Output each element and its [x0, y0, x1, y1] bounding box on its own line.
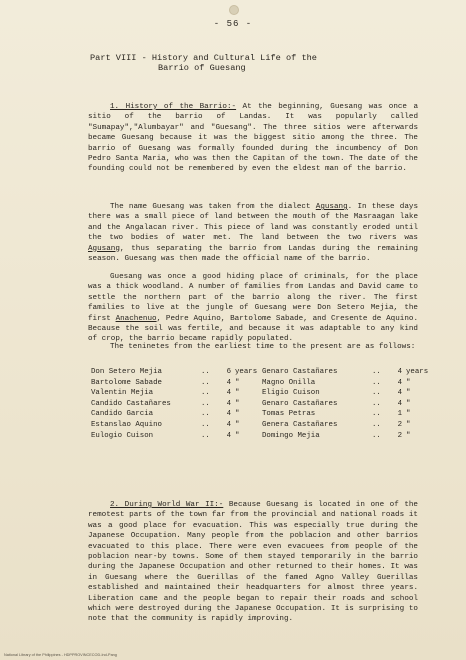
heading-line-2: Barrio of Guesang [158, 63, 246, 73]
section-2-title: 2. During World War II:- [110, 501, 224, 509]
teniente-unit: years [235, 368, 258, 376]
teniente-name: Genaro Castañares [262, 368, 338, 376]
teniente-unit: " [235, 399, 240, 408]
teniente-name: Bartolome Sabade [91, 378, 162, 387]
war-paragraph-text: Because Guesang is located in one of the remotest parts of the town far from the provincial and national roads it was a good place for evacuation. This was especially true during the Japanese Occupation. Many people from the poblacion and other barrios evacuated to this place. There were even evacuees from people of the poblacion near-by towns. Some of them stayed temporarily in the barrio during the Japanese Occupation and other returned to their homes. It was in Guesang where the Guerillas of the famed Agno Valley Guerillas established and maintained their headquarters for almost three years. Liberation came and the people began to repair their roads and school which were destroyed during the Japanese Occupation. It is surprising to note that the community is rapidly improving. [88, 501, 418, 624]
paragraph-2-part-b: . In these days there was a small piece of land between the mouth of the Masraagan lake and the Angalacan river. This piece of land was constantly eroded until the two bodies of water met. The land between the two rivers was [88, 203, 418, 243]
tenientes-column-left [91, 367, 261, 441]
teniente-unit: " [406, 420, 411, 429]
teniente-years: 4 [397, 399, 402, 408]
teniente-years: 4 [226, 410, 231, 419]
teniente-dots: .. [201, 399, 210, 408]
teniente-name: Magno Onilla [262, 378, 316, 387]
paragraph-2-part-a: The name Guesang was taken from the dialect [110, 203, 316, 211]
teniente-dots: .. [201, 420, 210, 429]
teniente-row [262, 409, 432, 420]
tenientes-intro: The teninetes from the earliest time to the present are as follows: [110, 343, 416, 351]
teniente-name: Genaro Castañares [262, 399, 338, 408]
teniente-years: 2 [397, 420, 402, 429]
teniente-years: 4 [226, 378, 231, 387]
teniente-unit: " [406, 378, 411, 387]
teniente-years: 4 [397, 378, 402, 387]
history-paragraph-3 [88, 272, 418, 345]
teniente-dots: .. [201, 431, 210, 440]
teniente-dots: .. [372, 378, 381, 387]
teniente-unit: " [406, 410, 411, 419]
teniente-dots: .. [201, 389, 210, 398]
teniente-name: Candido Garcia [91, 410, 154, 419]
teniente-name: Candido Castañares [91, 399, 171, 408]
teniente-years: 4 [226, 420, 231, 429]
archive-footer: National Library of the Philippines - HDPPROVINCECOD-Ind-Pang [4, 653, 117, 657]
teniente-years: 4 [226, 431, 231, 440]
teniente-dots: .. [372, 389, 381, 398]
teniente-unit: " [235, 389, 240, 398]
teniente-dots: .. [372, 410, 381, 419]
teniente-row [262, 367, 432, 378]
teniente-unit: " [406, 431, 411, 440]
teniente-unit: " [406, 399, 411, 408]
paragraph-2-part-c: , thus separating the barrio from Landas during the remaining season. Guesang was then made the official name of the barrio. [88, 244, 418, 264]
teniente-row [91, 399, 261, 410]
teniente-row [262, 378, 432, 389]
teniente-name: Valentin Mejia [91, 389, 154, 398]
teniente-years: 4 [397, 368, 402, 376]
term-agusang: Agusang [315, 203, 348, 211]
teniente-dots: .. [372, 420, 381, 429]
teniente-unit: years [406, 368, 429, 376]
teniente-years: 1 [397, 410, 402, 419]
section-1-title: 1. History of the Barrio:- [110, 103, 237, 111]
term-anachenuo: Anachenuo [115, 314, 157, 323]
history-paragraph-2 [88, 202, 418, 264]
war-paragraph [88, 500, 418, 625]
punch-hole [229, 5, 239, 15]
teniente-row [262, 388, 432, 399]
paragraph-3-part-b: , Pedre Aquino, Bartolome Sabade, and Cresente de Aquino. Because the soil was fertile, and because it was adaptable to any kind of crop, the barrio became rapidly populated. [88, 314, 419, 344]
teniente-dots: .. [372, 431, 381, 440]
teniente-row [262, 399, 432, 410]
paragraph-3-part-a: Guesang was once a good hiding place of criminals, for the place was a thick woodland. A number of families from Landas and David came to settle the northern part of the barrio along the river. The first families to live at the jungle of Guesang were Don Setero Mejia, the first [88, 273, 418, 323]
teniente-row [91, 420, 261, 431]
history-paragraph-1-text: At the beginning, Guesang was once a sitio of the barrio of Landas. It was popularly called "Sumapay","Alumbayar" and "Guesang". The three sitios were afterwards became Guesang because it was the biggest sitio among the three. The barrio of Guesang was formally founded during the incumbency of Don Pedro Santa Maria, who was then the Capitan of the town. The date of the founding could not be remembered by even the eldest man of the barrio. [88, 103, 419, 174]
teniente-unit: " [235, 378, 240, 387]
tenientes-column-right [262, 367, 432, 441]
teniente-unit: " [235, 410, 240, 419]
teniente-name: Don Setero Mejia [91, 368, 162, 376]
teniente-dots: .. [372, 399, 381, 408]
teniente-name: Eligio Cuison [262, 389, 320, 398]
history-paragraph-1 [88, 102, 418, 175]
teniente-row [91, 388, 261, 399]
teniente-row [262, 420, 432, 431]
term-agusang-2: Agusang [88, 244, 120, 253]
teniente-unit: " [235, 420, 240, 429]
teniente-name: Domingo Mejia [262, 431, 320, 440]
page-number: - 56 - [213, 19, 253, 29]
teniente-years: 4 [226, 399, 231, 408]
teniente-unit: " [406, 389, 411, 398]
teniente-name: Tomas Petras [262, 410, 316, 419]
heading-line-1: Part VIII - History and Cultural Life of the [90, 53, 317, 63]
teniente-row [262, 431, 432, 442]
teniente-unit: " [235, 431, 240, 440]
teniente-dots: .. [201, 410, 210, 419]
teniente-row [91, 409, 261, 420]
teniente-dots: .. [201, 368, 210, 376]
teniente-years: 4 [397, 389, 402, 398]
teniente-dots: .. [201, 378, 210, 387]
teniente-years: 2 [397, 431, 402, 440]
teniente-name: Eulogio Cuison [91, 431, 154, 440]
teniente-years: 6 [226, 368, 231, 376]
teniente-name: Estanslao Aquino [91, 420, 162, 429]
teniente-row [91, 378, 261, 389]
teniente-dots: .. [372, 368, 381, 376]
teniente-row [91, 431, 261, 442]
teniente-row [91, 367, 261, 378]
teniente-years: 4 [226, 389, 231, 398]
part-heading [90, 53, 317, 73]
teniente-name: Genera Castañares [262, 420, 338, 429]
